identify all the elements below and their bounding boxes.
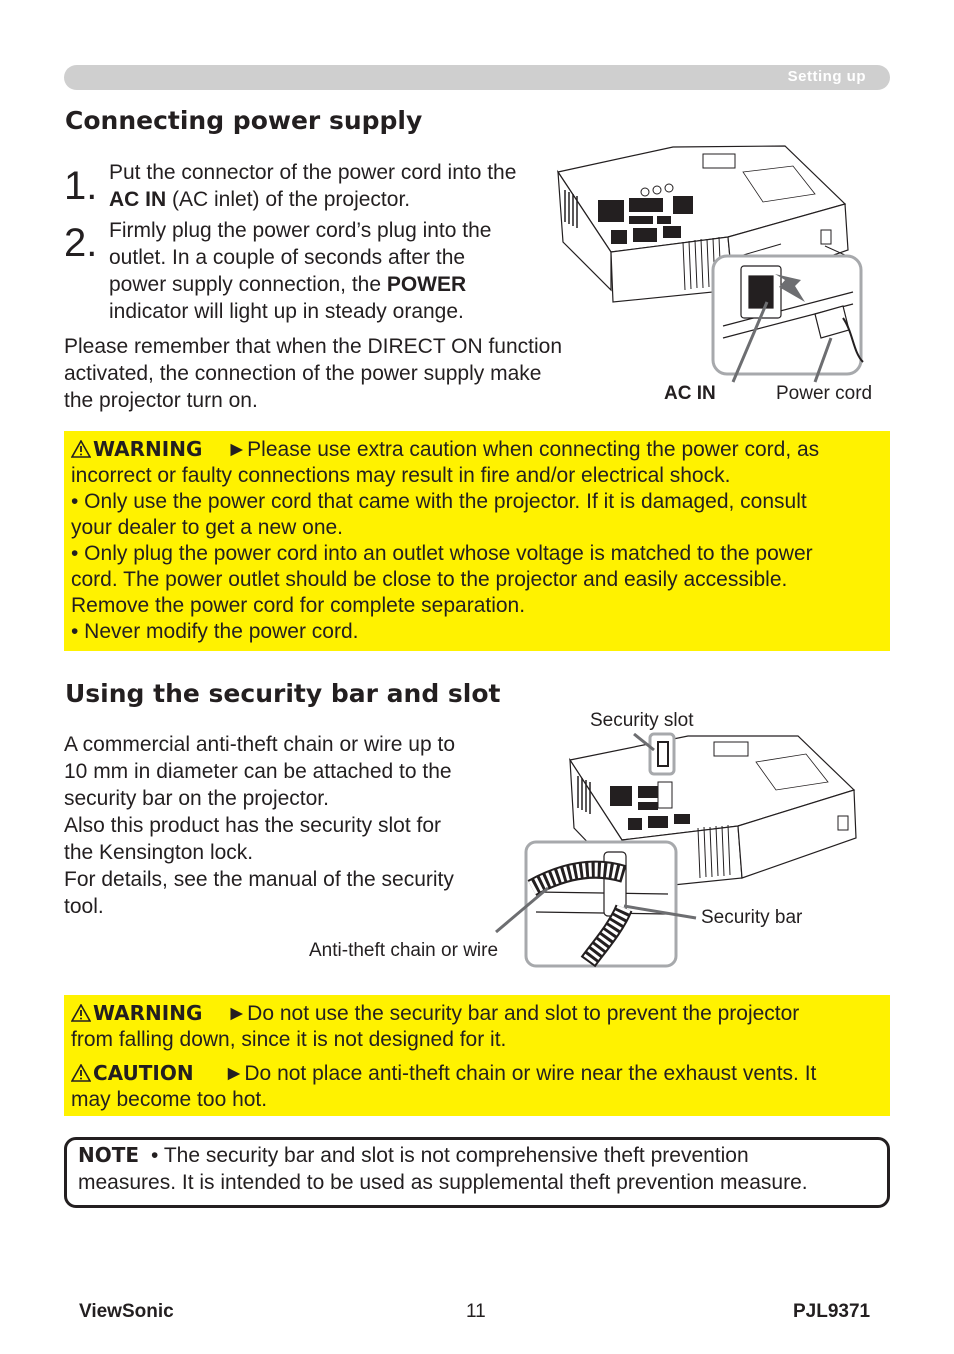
warning-box-security (64, 995, 890, 1116)
step-2-line-2: outlet. In a couple of seconds after the (109, 246, 466, 269)
warning-line: • Only use the power cord that came with the projector. If it is damaged, consult (71, 490, 807, 513)
caution-triangle-icon (71, 1064, 91, 1082)
projector-power-illustration (553, 142, 865, 392)
warning-line: ►Do not use the security bar and slot to prevent the projector (226, 1002, 800, 1025)
security-paragraph (64, 731, 455, 920)
caption-security-bar: Security bar (701, 907, 803, 928)
power-para-line: Please remember that when the DIRECT ON function (64, 335, 563, 358)
power-para-line: activated, the connection of the power supply make (64, 362, 542, 385)
warning-line: incorrect or faulty connections may result in fire and/or electrical shock. (71, 464, 731, 487)
header-bar (64, 65, 890, 90)
footer-page-number: 11 (466, 1301, 486, 1322)
warning-line: ►Please use extra caution when connecting the power cord, as (226, 438, 820, 461)
caption-ac-in: AC IN (664, 383, 716, 404)
caution-label: CAUTION (93, 1061, 194, 1085)
warning-line: cord. The power outlet should be close to the projector and easily accessible. (71, 568, 788, 591)
security-para-line: 10 mm in diameter can be attached to the (64, 760, 452, 783)
power-para-line: the projector turn on. (64, 389, 258, 412)
security-section-title: Using the security bar and slot (65, 679, 501, 708)
security-para-line: tool. (64, 895, 104, 918)
security-para-line: the Kensington lock. (64, 841, 254, 864)
note-box (64, 1137, 890, 1208)
power-section-title: Connecting power supply (65, 106, 423, 135)
security-para-line: A commercial anti-theft chain or wire up to (64, 733, 456, 756)
step-1-number: 1. (64, 164, 98, 208)
warning-line: from falling down, since it is not designed for it. (71, 1028, 507, 1051)
caption-anti-theft-chain: Anti-theft chain or wire (309, 940, 499, 961)
step-2-line-4: indicator will light up in steady orange. (109, 300, 464, 323)
step-1-line-2: (AC inlet) of the projector. (166, 188, 411, 211)
caption-security-slot: Security slot (590, 710, 694, 731)
caption-power-cord: Power cord (776, 383, 873, 404)
warning-triangle-icon (71, 1004, 91, 1022)
note-line: • The security bar and slot is not comprehensive theft prevention (151, 1144, 749, 1167)
warning-line: your dealer to get a new one. (71, 516, 344, 539)
projector-security-illustration (488, 728, 868, 974)
footer-brand: ViewSonic (79, 1301, 174, 1322)
step-2-number: 2. (64, 221, 98, 265)
note-line: measures. It is intended to be used as supplemental theft prevention measure. (78, 1171, 808, 1194)
caution-line: may become too hot. (71, 1088, 268, 1111)
note-label: NOTE (78, 1143, 140, 1167)
header-section-label: Setting up (787, 68, 866, 85)
security-para-line: Also this product has the security slot for (64, 814, 442, 837)
step-2-power: POWER (386, 273, 467, 296)
warning-line: • Never modify the power cord. (71, 620, 359, 643)
step-2-line-1: Firmly plug the power cord’s plug into the (109, 219, 492, 242)
warning-box-power (64, 431, 890, 651)
warning-label: WARNING (93, 1001, 203, 1025)
step-1-text (109, 159, 516, 213)
power-paragraph (64, 333, 562, 414)
step-2-line-3: power supply connection, the (109, 273, 387, 296)
security-para-line: For details, see the manual of the security (64, 868, 454, 891)
warning-triangle-icon (71, 440, 91, 458)
security-para-line: security bar on the projector. (64, 787, 329, 810)
step-1-ac-in: AC IN (109, 188, 167, 211)
step-2-text (109, 217, 491, 325)
warning-label: WARNING (93, 437, 203, 461)
step-1-line-1: Put the connector of the power cord into the (109, 161, 517, 184)
warning-line: Remove the power cord for complete separation. (71, 594, 526, 617)
footer-model: PJL9371 (793, 1301, 871, 1322)
warning-line: • Only plug the power cord into an outlet whose voltage is matched to the power (71, 542, 813, 565)
caution-line: ►Do not place anti-theft chain or wire near the exhaust vents. It (223, 1062, 817, 1085)
